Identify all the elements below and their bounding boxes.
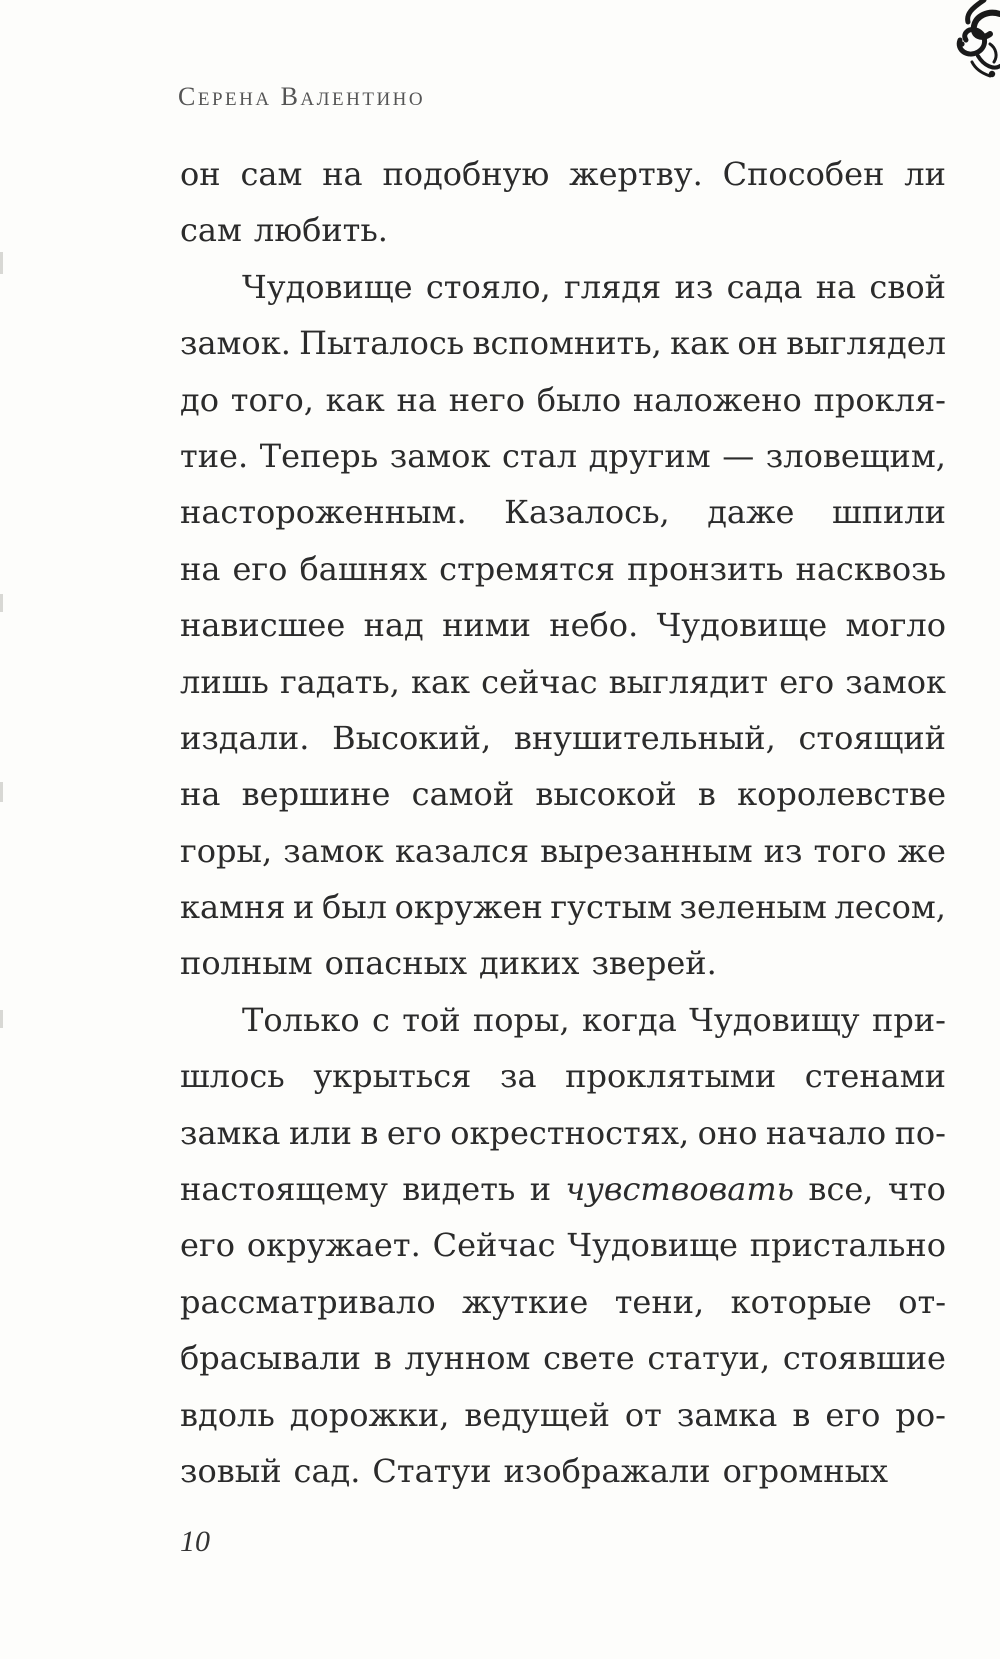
word: свете: [543, 1339, 635, 1378]
running-head-initial-2: В: [280, 82, 301, 111]
word: его: [232, 549, 288, 588]
word: другим: [588, 436, 711, 475]
word: той: [402, 1000, 461, 1039]
word: как: [670, 324, 730, 363]
word: подобную: [382, 155, 550, 193]
text-line: [180, 1387, 946, 1443]
word: Статуи: [372, 1451, 492, 1490]
word: оно: [697, 1113, 758, 1152]
word: из: [763, 831, 803, 870]
word: зловещим,: [765, 436, 946, 475]
word: нависшее: [180, 606, 346, 645]
word: и: [293, 888, 315, 927]
word: сам: [180, 211, 242, 250]
text-line: [180, 992, 946, 1048]
word: окружает.: [246, 1226, 421, 1265]
word: настороженным.: [180, 493, 467, 532]
word: даже: [707, 493, 795, 532]
text-line: [180, 654, 946, 710]
word: свой: [869, 267, 946, 306]
word: окрестностях,: [450, 1113, 690, 1152]
word: сейчас: [481, 662, 598, 701]
word: что: [887, 1170, 946, 1209]
word: ведущей: [464, 1395, 610, 1434]
word: полным: [180, 944, 313, 983]
word: лунном: [404, 1339, 531, 1378]
text-line: [180, 1105, 946, 1161]
word: Чудовищу: [689, 1000, 860, 1039]
text-line: [180, 710, 946, 766]
text-line: [180, 1217, 946, 1273]
word: высокой: [535, 775, 677, 814]
text-line: [180, 541, 946, 597]
word: замок: [845, 662, 946, 701]
word: видеть: [402, 1170, 516, 1209]
word: стояло,: [425, 267, 551, 306]
body-text: [180, 146, 946, 1499]
running-head-last-name: АЛЕНТИНО: [300, 89, 426, 110]
word: над: [363, 606, 424, 645]
word: насквозь: [795, 549, 946, 588]
word: из: [674, 267, 714, 306]
word: глядя: [564, 267, 662, 306]
word: его: [386, 1113, 442, 1152]
text-line: [180, 935, 946, 991]
word: Казалось,: [504, 493, 670, 532]
word: горы,: [180, 831, 273, 870]
word: на: [180, 549, 221, 588]
page-edge-mark: [0, 252, 3, 274]
page-edge-mark: [0, 594, 3, 612]
word: или: [288, 1113, 352, 1152]
running-head-first-name: ЕРЕНА: [197, 89, 272, 110]
text-line: [180, 766, 946, 822]
word: стремятся: [439, 549, 616, 588]
word: по-: [894, 1113, 946, 1152]
word: Способен: [722, 155, 885, 193]
text-line: [180, 597, 946, 653]
word: внушительный,: [513, 718, 776, 757]
word: был: [321, 888, 387, 927]
word: лишь: [180, 662, 269, 701]
word: жертву.: [569, 155, 703, 193]
word: казался: [395, 831, 530, 870]
word: дорожки,: [289, 1395, 450, 1434]
word: в: [360, 1113, 379, 1152]
word: замок.: [180, 324, 291, 363]
word: и: [529, 1170, 552, 1209]
word: как: [325, 380, 385, 419]
word: сад.: [293, 1451, 361, 1490]
word: Чудовище: [567, 1226, 738, 1265]
word: вырезанным: [540, 831, 753, 870]
word: с: [371, 1000, 390, 1039]
word: стенами: [804, 1057, 946, 1096]
word: жуткие: [462, 1282, 589, 1321]
text-line: [180, 1330, 946, 1386]
word: того: [813, 831, 887, 870]
word: на: [322, 155, 363, 193]
word: он: [180, 155, 221, 193]
running-head-author: [178, 82, 425, 112]
word: Только: [242, 1000, 360, 1039]
word: шпили: [831, 493, 946, 532]
text-line: [180, 1274, 946, 1330]
word: проклятыми: [565, 1057, 777, 1096]
word: которые: [730, 1282, 872, 1321]
text-line: [180, 823, 946, 879]
running-head-initial-1: С: [178, 82, 198, 111]
word: могло: [845, 606, 946, 645]
word: королевстве: [737, 775, 946, 814]
word: замка: [676, 1395, 778, 1434]
text-line: [180, 259, 946, 315]
word: диких: [479, 944, 580, 983]
word: него: [448, 380, 525, 419]
word: все,: [808, 1170, 874, 1209]
word: тие.: [180, 436, 249, 475]
emphasized-word: чувствовать: [565, 1170, 795, 1209]
word: поры,: [472, 1000, 570, 1039]
word: начало: [765, 1113, 887, 1152]
word: опасных: [324, 944, 468, 983]
word: стоявшие: [782, 1339, 946, 1378]
word: было: [536, 380, 622, 419]
word: вдоль: [180, 1395, 275, 1434]
word: Теперь: [259, 436, 379, 475]
word: рассматривало: [180, 1282, 436, 1321]
word: ними: [442, 606, 531, 645]
word: издали.: [180, 718, 310, 757]
word: ро-: [895, 1395, 946, 1434]
word: же: [897, 831, 946, 870]
word: пронзить: [627, 549, 784, 588]
word: когда: [582, 1000, 677, 1039]
word: в: [792, 1395, 811, 1434]
word: сам: [240, 155, 303, 193]
word: в: [697, 775, 716, 814]
word: при-: [871, 1000, 946, 1039]
word: за: [499, 1057, 537, 1096]
word: он: [737, 324, 778, 363]
word: выглядит: [608, 662, 769, 701]
word: его: [779, 662, 835, 701]
text-line: [180, 372, 946, 428]
word: от: [624, 1395, 662, 1434]
text-line: [180, 146, 946, 202]
page-number: 10: [180, 1525, 210, 1558]
word: зовый: [180, 1451, 282, 1490]
word: сада: [726, 267, 803, 306]
word: на: [396, 380, 437, 419]
word: густым: [550, 888, 672, 927]
word: до: [180, 380, 219, 419]
word: Сейчас: [432, 1226, 556, 1265]
word: от-: [898, 1282, 946, 1321]
word: Чудовище: [242, 267, 413, 306]
word: зверей.: [591, 944, 717, 983]
word: лесом,: [834, 888, 946, 927]
word: его: [180, 1226, 235, 1265]
word: брасывали: [180, 1339, 361, 1378]
word: любить.: [253, 211, 388, 250]
word: на: [815, 267, 857, 306]
text-line: [180, 1161, 946, 1217]
text-line: [180, 202, 946, 258]
word: вершине: [241, 775, 391, 814]
text-line: [180, 428, 946, 484]
word: стоящий: [798, 718, 946, 757]
word: прокля-: [813, 380, 946, 419]
word: замок: [389, 436, 491, 475]
word: окружен: [394, 888, 543, 927]
word: камня: [180, 888, 286, 927]
word: наложено: [632, 380, 802, 419]
word: огромных: [722, 1451, 889, 1490]
word: пристально: [749, 1226, 946, 1265]
word: —: [722, 436, 755, 475]
word: вспомнить,: [472, 324, 662, 363]
word: выглядел: [786, 324, 946, 363]
word: на: [180, 775, 221, 814]
word: статуи,: [647, 1339, 771, 1378]
text-line: [180, 484, 946, 540]
page-edge-mark: [0, 782, 3, 802]
word: тени,: [614, 1282, 705, 1321]
word: в: [373, 1339, 392, 1378]
word: замок: [283, 831, 384, 870]
text-line: [180, 315, 946, 371]
word: настоящему: [180, 1170, 388, 1209]
word: самой: [411, 775, 515, 814]
page-edge-mark: [0, 1010, 3, 1028]
word: замка: [180, 1113, 281, 1152]
word: изображали: [503, 1451, 711, 1490]
word: шлось: [180, 1057, 285, 1096]
word: гадать,: [279, 662, 400, 701]
word: небо.: [549, 606, 639, 645]
word: Высокий,: [332, 718, 492, 757]
word: как: [410, 662, 471, 701]
flourish-ornament-icon: [932, 0, 1000, 82]
word: стал: [502, 436, 578, 475]
word: ли: [904, 155, 946, 193]
text-line: [180, 1048, 946, 1104]
word: башнях: [299, 549, 428, 588]
word: его: [825, 1395, 881, 1434]
word: Пыталось: [299, 324, 465, 363]
word: укрыться: [313, 1057, 472, 1096]
text-line: [180, 1443, 946, 1499]
text-line: [180, 879, 946, 935]
word: того,: [230, 380, 314, 419]
word: зеленым: [679, 888, 827, 927]
word: Чудовище: [656, 606, 828, 645]
